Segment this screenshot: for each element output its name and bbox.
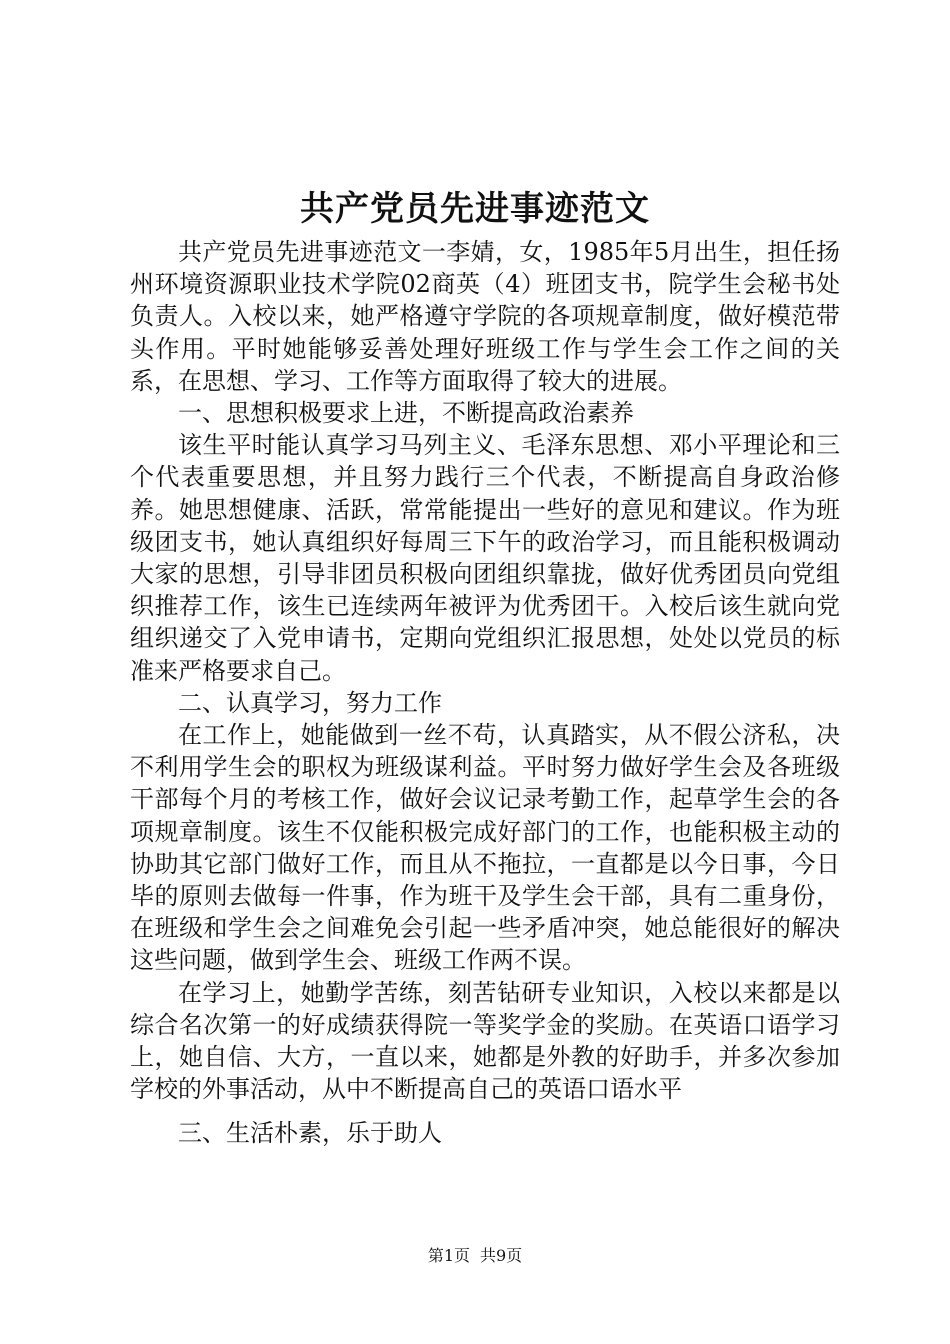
section-heading-3: 三、生活朴素，乐于助人	[178, 1119, 442, 1148]
section-heading-2: 二、认真学习，努力工作	[178, 688, 442, 717]
document-title: 共产党员先进事迹范文	[300, 189, 650, 229]
paragraph-study: 在学习上，她勤学苦练，刻苦钻研专业知识，入校以来都是以综合名次第一的好成绩获得院一等奖学金的奖励。在英语口语学习上，她自信、大方，一直以来，她都是外教的好助手，并多次参加学校的外事活动，从中不断提高自己的英语口语水平	[130, 978, 840, 1104]
paragraph-work: 在工作上，她能做到一丝不苟，认真踏实，从不假公济私，决不利用学生会的职权为班级谋利益。平时努力做好学生会及各班级干部每个月的考核工作，做好会议记录考勤工作，起草学生会的各项规章制度。该生不仅能积极完成好部门的工作，也能积极主动的协助其它部门做好工作，而且从不拖拉，一直都是以今日事，今日毕的原则去做每一件事，作为班干及学生会干部，具有二重身份，在班级和学生会之间难免会引起一些矛盾冲突，她总能很好的解决这些问题，做到学生会、班级工作两不误。	[130, 721, 840, 975]
page-number: 第1页	[427, 1246, 470, 1265]
page-footer	[0, 1244, 950, 1268]
paragraph-ideology: 该生平时能认真学习马列主义、毛泽东思想、邓小平理论和三个代表重要思想，并且努力践行三个代表，不断提高自身政治修养。她思想健康、活跃，常常能提出一些好的意见和建议。作为班级团支书，她认真组织好每周三下午的政治学习，而且能积极调动大家的思想，引导非团员积极向团组织靠拢，做好优秀团员向党组织推荐工作，该生已连续两年被评为优秀团干。入校后该生就向党组织递交了入党申请书，定期向党组织汇报思想，处处以党员的标准来严格要求自己。	[130, 431, 840, 685]
document-body	[130, 236, 840, 1150]
section-heading-1: 一、思想积极要求上进，不断提高政治素养	[178, 399, 634, 428]
page-total: 共9页	[480, 1246, 523, 1265]
paragraph-intro: 共产党员先进事迹范文一李婧，女，1985年5月出生，担任扬州环境资源职业技术学院02商英（4）班团支书，院学生会秘书处负责人。入校以来，她严格遵守学院的各项规章制度，做好模范带头作用。平时她能够妥善处理好班级工作与学生会工作之间的关系，在思想、学习、工作等方面取得了较大的进展。	[130, 238, 840, 395]
